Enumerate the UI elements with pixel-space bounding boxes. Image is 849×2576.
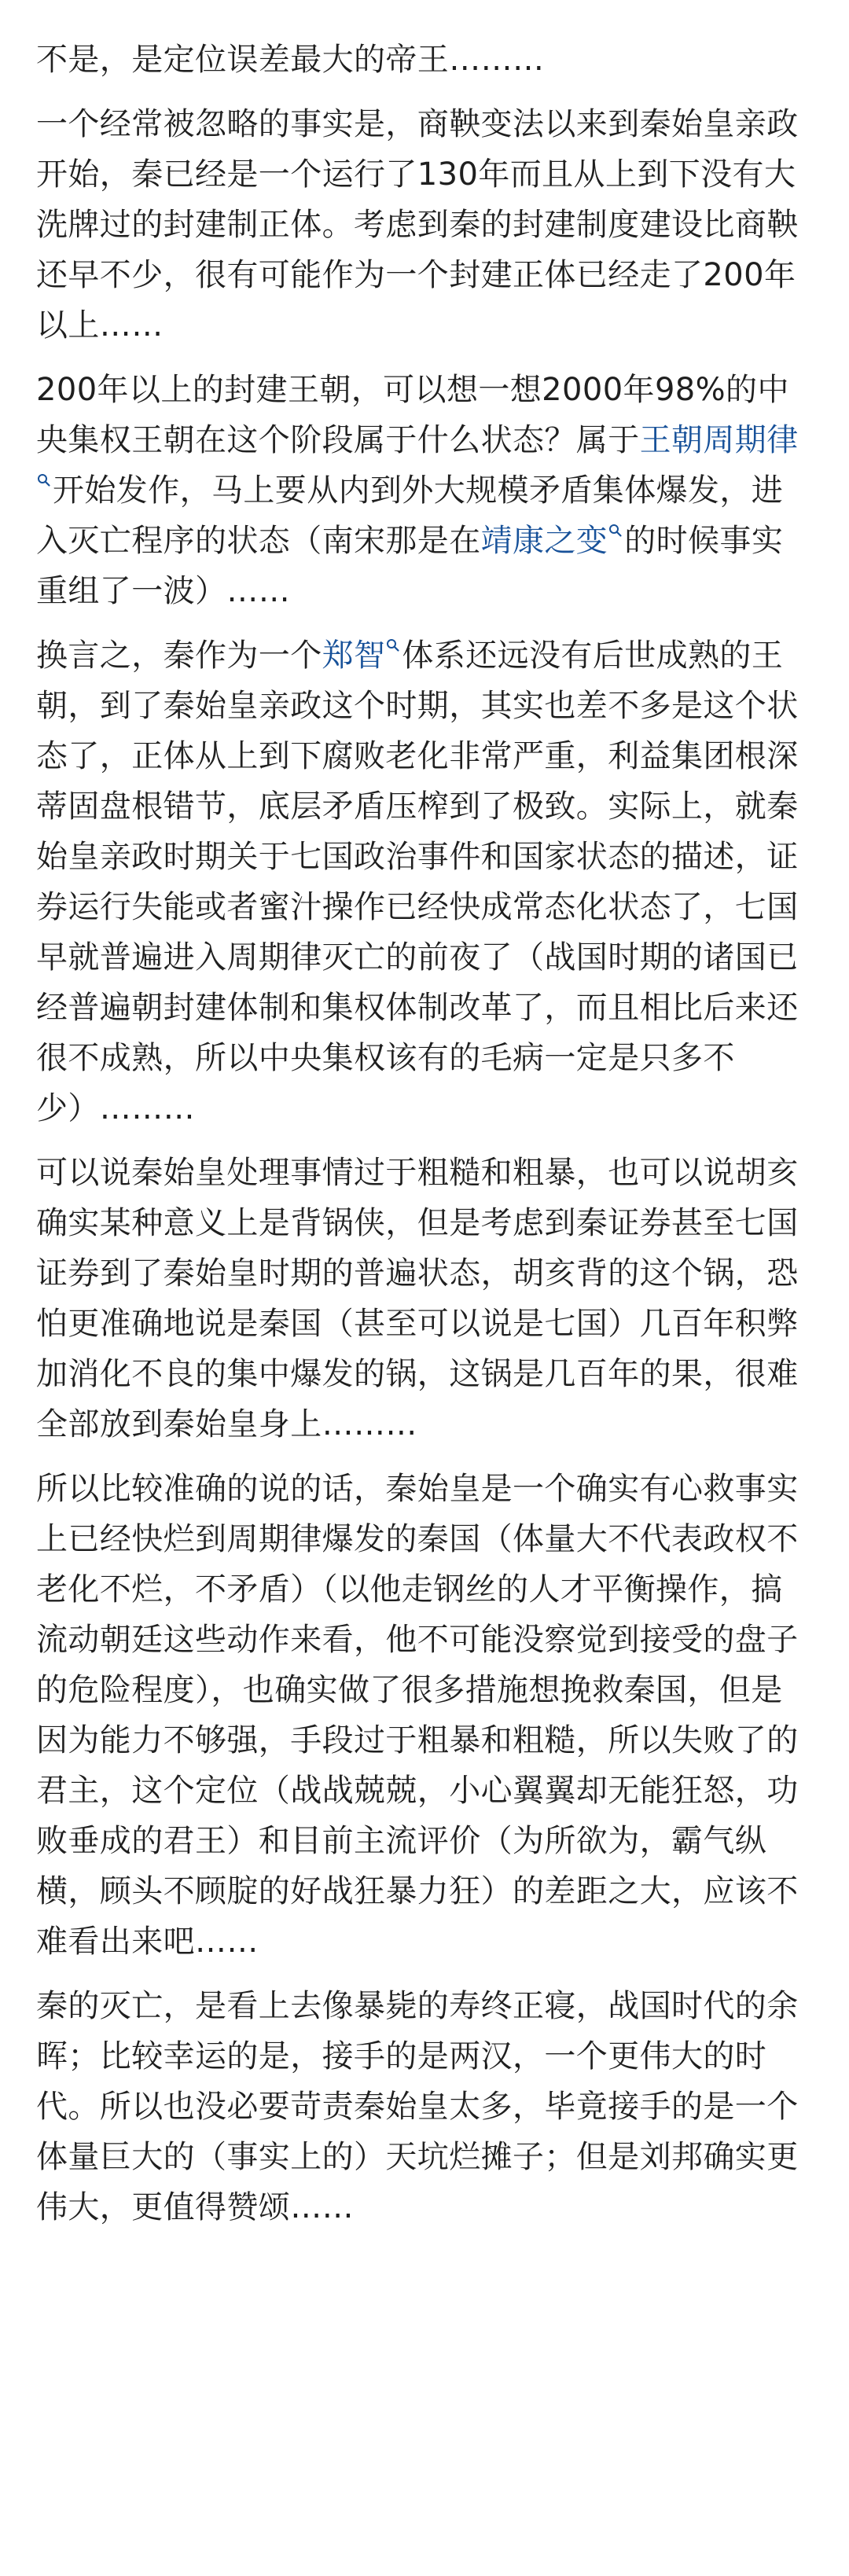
paragraph-3-text-2: 开始发作，马上要从内到外大规模矛盾集体爆发，进入灭亡程序的状态（南宋那是在	[36, 472, 784, 559]
paragraph-4	[36, 630, 813, 1134]
keyword-link-wangchao-zhouqilv[interactable]: 王朝周期律	[639, 422, 799, 458]
paragraph-3	[36, 365, 813, 616]
keyword-link-jingkang-zhibian[interactable]: 靖康之变	[480, 523, 608, 559]
paragraph-1: 不是，是定位误差最大的帝王………	[36, 42, 545, 78]
paragraph-4-text-2: 体系还远没有后世成熟的王朝，到了秦始皇亲政这个时期，其实也差不多是这个状态了，正体从上到下腐败老化非常严重，利益集团根深蒂固盘根错节，底层矛盾压榨到了极致。实际上，就秦始皇亲政时期关于七国政治事件和国家状态的描述，证券运行失能或者蜜汁操作已经快成常态化状态了，七国早就普遍进入周期律灭亡的前夜了（战国时期的诸国已经普遍朝封建体制和集权体制改革了，而且相比后来还很不成熟，所以中央集权该有的毛病一定是只多不少）………	[36, 638, 799, 1126]
paragraph-7: 秦的灭亡，是看上去像暴毙的寿终正寝，战国时代的余晖；比较幸运的是，接手的是两汉，一个更伟大的时代。所以也没必要苛责秦始皇太多，毕竟接手的是一个体量巨大的（事实上的）天坑烂摊子；但是刘邦确实更伟大，更值得赞颂……	[36, 1988, 799, 2225]
search-icon[interactable]	[37, 473, 51, 487]
search-icon[interactable]	[608, 524, 623, 538]
paragraph-3-text-1: 200年以上的封建王朝，可以想一想2000年98%的中央集权王朝在这个阶段属于什么状态？属于	[36, 372, 789, 458]
paragraph-3-text-3: 的时候事实重组了一波）……	[36, 523, 784, 609]
paragraph-4-text-1: 换言之，秦作为一个	[36, 638, 322, 674]
paragraph-5: 可以说秦始皇处理事情过于粗糙和粗暴，也可以说胡亥确实某种意义上是背锅侠，但是考虑到秦证券甚至七国证券到了秦始皇时期的普遍状态，胡亥背的这个锅，恐怕更准确地说是秦国（甚至可以说是七国）几百年积弊加消化不良的集中爆发的锅，这锅是几百年的果，很难全部放到秦始皇身上………	[36, 1155, 799, 1442]
keyword-link-zhengzhi[interactable]: 郑智	[322, 638, 386, 674]
search-icon[interactable]	[386, 638, 400, 652]
paragraph-2: 一个经常被忽略的事实是，商鞅变法以来到秦始皇亲政开始，秦已经是一个运行了130年而且从上到下没有大洗牌过的封建制正体。考虑到秦的封建制度建设比商鞅还早不少，很有可能作为一个封建正体已经走了200年以上……	[36, 106, 799, 344]
paragraph-6: 所以比较准确的说的话，秦始皇是一个确实有心救事实上已经快烂到周期律爆发的秦国（体量大不代表政权不老化不烂，不矛盾）（以他走钢丝的人才平衡操作，搞流动朝廷这些动作来看，他不可能没察觉到接受的盘子的危险程度），也确实做了很多措施想挽救秦国，但是因为能力不够强，手段过于粗暴和粗糙，所以失败了的君主，这个定位（战战兢兢，小心翼翼却无能狂怒，功败垂成的君王）和目前主流评价（为所欲为，霸气纵横，顾头不顾腚的好战狂暴力狂）的差距之大，应该不难看出来吧……	[36, 1471, 799, 1960]
